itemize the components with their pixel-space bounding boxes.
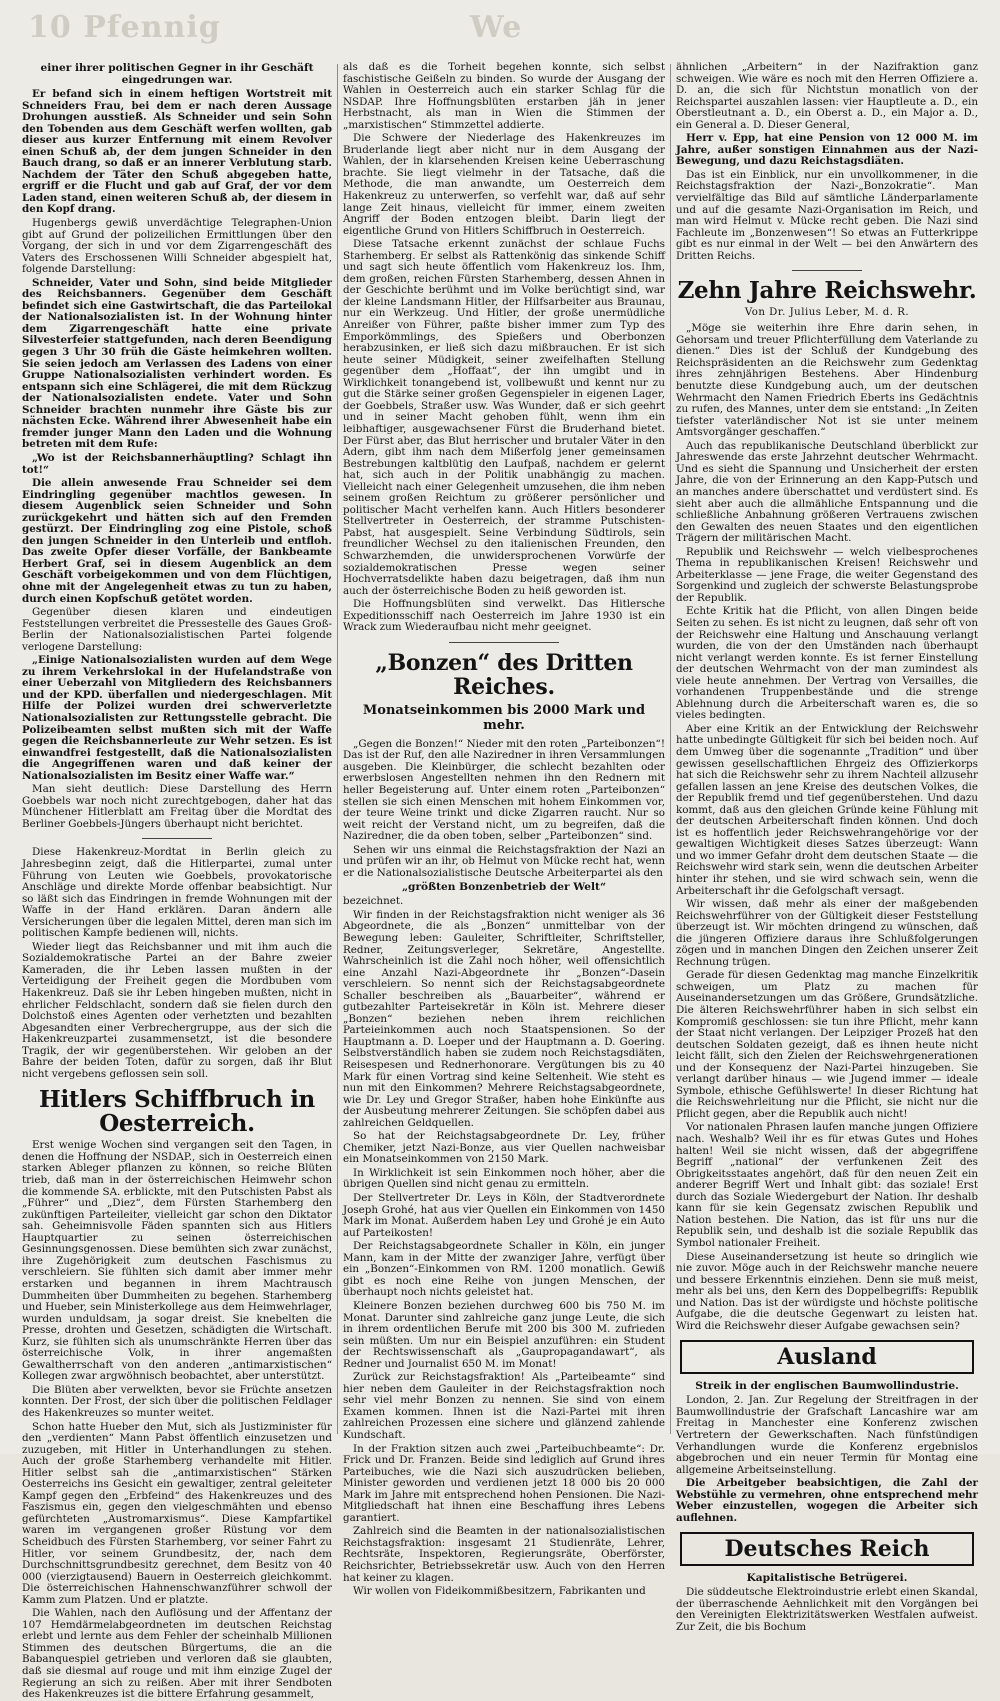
paragraph: Gegenüber diesen klaren und eindeutigen Feststellungen verbreitet die Pressestelle des Gaues Groß-Berlin der Nationalsozialistischen Partei folgende verlogene Darstellung: [22, 606, 332, 653]
paragraph: Das ist ein Einblick, nur ein unvollkommener, in die Reichstagsfraktion der Nazi-„Bonzokratie“. Man vervielfältige das Bild auf sämtliche Länderparlamente und auf die gesamte Nazi-Organisation im Reich, und man wird Helmut v. Mücke recht geben. Die Nazi sind Fachleute im „Bonzenwesen“! So etwas an Futterkrippe gibt es nur einmal in der Welt — bei den Anwärtern des Dritten Reichs. [676, 168, 978, 262]
paragraph: Herr v. Epp, hat eine Pension von 12 000 M. im Jahre, außer sonstigen Einnahmen aus der Nazi-Bewegung, und dazu Reichstagsdiäten. [676, 132, 978, 168]
paragraph: Schneider, Vater und Sohn, sind beide Mitglieder des Reichsbanners. Gegenüber dem Geschäft befindet sich eine Gastwirtschaft, die das Parteilokal der Nationalsozialisten ist. In der Wohnung hinter dem Zigarrengeschäft hatte eine private Silvesterfeier stattgefunden, nach deren Beendigung gegen 3 Uhr 30 früh die Gäste heimkehren wollten. Sie seien jedoch am Verlassen des Ladens von einer Gruppe Nationalsozialisten verhindert worden. Es entspann sich eine Schlägerei, die mit dem Rückzug der Nationalsozialisten endete. Vater und Sohn Schneider brachten nunmehr ihre Gäste bis zur nächsten Ecke. Während ihrer Abwesenheit habe ein fremder junger Mann den Laden und die Wohnung betreten mit dem Rufe: [22, 276, 332, 451]
paragraph: Die Blüten aber verwelkten, bevor sie Früchte ansetzen konnten. Der Frost, der sich über die politischen Feldlager des Hakenkreuzes so munter weitet. [22, 1383, 332, 1419]
paragraph: Die Hoffnungsblüten sind verwelkt. Das Hitlersche Expeditionsschiff nach Oesterreich im Jahre 1930 ist ein Wrack zum Wiederaufbau nicht mehr geeignet. [343, 598, 665, 634]
paragraph: Diese Tatsache erkennt zunächst der schlaue Fuchs Starhemberg. Er selbst als Rattenkönig das sinkende Schiff und sagt sich heute öffentlich vom Hakenkreuz los. Ihm, dem großen, reichen Fürsten Starhemberg, dessen Ahnen in der Geschichte berühmt und im Volke berüchtigt sind, war der kleine Landsmann Hitler, der Hilfsarbeiter aus Braunau, nur ein Werkzeug. Und Hitler, der große unermüdliche Anreißer von Führer, paßte bisher immer zum Typ des Emporkömmlings, des Spießers und Oberbonzen herabzusinken, er ließ sich dazu mißbrauchen. Er ist sich heute seiner Müdigkeit, seiner zweifelhaften Stellung gegenüber dem „Hoffaat“, der ihn umgibt und in Wirklichkeit tonangebend ist, vollbewußt und kennt nur zu gut die Stärke seiner großen Gegenspieler in eigenen Lager, der Goebbels, Straßer usw. Was Wunder, daß er sich geehrt und in seiner Macht gehoben fühlt, wenn ihm ein leibhaftiger, ausgewachsener Fürst die Bruderhand bietet. Der Fürst aber, das Blut herrischer und brutaler Väter in den Adern, gibt ihm nach dem Mißerfolg jener gemeinsamen Bestrebungen kaltblütig den Laufpaß, nachdem er gelernt hat, sich auch in der Politik unabhängig zu machen. Vielleicht nach einer Gelegenheit umzusehen, die ihm neben seinem großen Reichtum zu größerer persönlicher und politischer Macht verhelfen kann. Auch Hitlers besonderer Stellvertreter in Oesterreich, der stramme Putschisten-Pabst, hat ausgespielt. Seine Verbindung Südtirols, sein freundlicher Wechsel zu den italienischen Freunden, den Schwarzhemden, die unwidersprochenen Vorwürfe der sozialdemokratischen Presse wegen seiner Hochverratsdelikte haben dazu beigetragen, daß ihm nun auch der österreichische Boden zu heiß geworden ist. [343, 238, 665, 597]
paragraph: Wir wissen, daß mehr als einer der maßgebenden Reichswehrführer von der Gültigkeit dieser Feststellung überzeugt ist. Wir möchten dringend zu wünschen, daß die jüngeren Offiziere daraus ihre Schlußfolgerungen zögen und in manchen Dingen den Zeichen unserer Zeit Rechnung trügen. [676, 898, 978, 968]
section-box-deutsches-reich: Deutsches Reich [680, 1532, 974, 1566]
paragraph: Zurück zur Reichstagsfraktion! Als „Parteibeamte“ sind hier neben dem Gauleiter in der Reichstagsfraktion noch sehr viel mehr Bonzen zu nennen. Sie sind von einem Examen kommen. Ihnen ist die Nazi-Partei mit ihren zahlreichen Prozessen eine sichere und glänzend zahlende Kundschaft. [343, 1371, 665, 1441]
paragraph: Hugenbergs gewiß unverdächtige Telegraphen-Union gibt auf Grund der polizeilichen Ermittlungen über den Vorgang, der sich in und vor dem Zigarrengeschäft des Vaters des Erschossenen Willi Schneider abgespielt hat, folgende Darstellung: [22, 217, 332, 276]
paragraph: Die Schwere der Niederlage des Hakenkreuzes im Bruderlande liegt aber nicht nur in dem Ausgang der Wahlen, der in klarsehenden Kreisen keine Ueberraschung brachte. Sie liegt vielmehr in der Tatsache, daß die Methode, die man anwandte, um Oesterreich dem Hakenkreuz zu unterwerfen, so verfehlt war, daß auf sehr lange Zeit hinaus, vielleicht für immer, einem zweiten Angriff der Boden entzogen bleibt. Darin liegt der eigentliche Grund von Hitlers Schiffbruch in Oesterreich. [343, 132, 665, 237]
quote-line: „Wo ist der Reichsbannerhäuptling? Schlagt ihn tot!“ [22, 451, 332, 476]
paragraph: Der Reichstagsabgeordnete Schaller in Köln, ein junger Mann, kam in der Mitte der zwanziger Jahre, verfügt über ein „Bonzen“-Einkommen von RM. 1200 monatlich. Gewiß gibt es noch eine Reihe von jungen Menschen, der überhaupt noch nichts geleistet hat. [343, 1240, 665, 1299]
paragraph: Die Wahlen, nach den Auflösung und der Affentanz der 107 Hemdärmelabgeordneten im deutschen Reichstag erlebt und lernte aus dem Fehler der scheinhalb Millionen Stimmen des deutschen Bürgertums, die an die Babanquespiel getrieben und verloren daß sie glaubten, daß sie diesmal auf rouge und mit ihm einzige Zugel der Regierung an sich zu reißen. Aber mit ihrer Sendboten des Hakenkreuzes ist die bittere Erfahrung gesammelt, [22, 1607, 332, 1701]
paragraph: Vor nationalen Phrasen laufen manche jungen Offiziere nach. Weshalb? Weil ihr es für etwas Gutes und Hohes halten! Weil sie nicht wissen, daß der abgegriffene Begriff „national“ der verfunkenen Zeit des Obrigkeitsstaates angehört, daß für den neuen Zeit ein anderer Begriff Wert und Inhalt gibt: das soziale! Erst durch das Soziale Wiedergeburt der Nation. Ihr deshalb kann für sie kein Gegensatz zwischen Republik und Nation bestehen. Die Nation, das ist für uns nur die Republik sein, und deshalb ist die soziale Republik das Symbol nationaler Freiheit. [676, 1121, 978, 1249]
paragraph: Diese Auseinandersetzung ist heute so dringlich wie nie zuvor. Möge auch in der Reichswehr manche neuere und bessere Erkenntnis einziehen. Denn sie muß meist, mehr als bei uns, den Kern des Doppelbegriffs: Republik und Nation. Das ist der würdigste und höchste politische Aufgabe, die die deutsche Gegenwart zu leisten hat. Wird die Reichswehr dieser Aufgabe gewachsen sein? [676, 1250, 978, 1332]
separator [449, 642, 559, 643]
paragraph: Republik und Reichswehr — welch vielbesprochenes Thema in republikanischen Kreisen! Reichswehr und Arbeiterklasse — jene Frage, die weiter Gegenstand des Sorgenkind und zugleich der schwerste Belastungsprobe der Republik. [676, 545, 978, 604]
paragraph: Diese Hakenkreuz-Mordtat in Berlin gleich zu Jahresbeginn zeigt, daß die Hitlerpartei, zumal unter Führung von Leuten wie Goebbels, provokatorische Anschläge und direkte Morde offenbar beabsichtigt. Nur so läßt sich das Eindringen in fremde Wohnungen mit der Waffe in der Hand erklären. Daran ändern alle Versicherungen über die legalen Mittel, deren man sich im politischen Kampfe bedienen will, nichts. [22, 846, 332, 940]
byline: Von Dr. Julius Leber, M. d. R. [744, 307, 910, 319]
paragraph: Schon hatte Hueber den Mut, sich als Justizminister für den „verdienten“ Mann Pabst öffentlich einzusetzen und zuzugeben, mit Hitler in Unterhandlungen zu stehen. Auch der große Starhemberg verhandelte mit Hitler. Hitler selbst sah die „antimarxistischen“ Stärken Oesterreichs ins Gesicht ein gewaltiger, zentral geleiteter Kampf gegen den „Erbfeind“ des Hakenkreuzes und des Faszismus ein, gegen den vielgeschmähten und ebenso gefürchteten „Austromarxismus“. Diese Kampfartikel waren im vergangenen großer Rüstung vor dem Scheidbuch des Fürsten Starhemberg, vor seiner Fahrt zu Hitler, vor seinem Grundbesitz, der, nach dem Durchschnittsgrundbesitz gerechnet, dem Besitz von 40 000 (vierzigtausend) Bauern in Oesterreich gleichkommt. Die österreichischen Hahnenschwanzführer schwoll der Kamm zum Platzen. Und er platzte. [22, 1420, 332, 1606]
paragraph: Gerade für diesen Gedenktag mag manche Einzelkritik schweigen, um Platz zu machen für Auseinandersetzungen um das Größere, Grundsätzliche. Die älteren Reichswehrführer haben in sich selbst ein Kompromiß geschlossen: sie tun ihre Pflicht, mehr kann der Staat nicht verlangen. Der Leipziger Prozeß hat den deutschen Soldaten gezeigt, daß es ihnen heute nicht leicht fällt, sich den Zielen der Reichswehrgenerationen und der Konsequenz der Nazi-Partei hinzugeben. Sie verlangt darüber hinaus — wie Jugend immer — ideale Symbole, ethische Gefühlswerte! In dieser Richtung hat die Reichswehrleitung nur die Pflicht, sie nicht nur die Pflicht gegen, aber die Republik auch nicht! [676, 969, 978, 1120]
paragraph: „Einige Nationalsozialisten wurden auf dem Wege zu ihrem Verkehrslokal in der Hufelandstraße von einer Ueberzahl von Mitgliedern des Reichsbanners und der KPD. überfallen und niedergeschlagen. Mit Hilfe der Polizei wurden drei schwerverletzte Nationalsozialisten zur Rettungsstelle gebracht. Die Polizeibeamten selbst mußten sich mit der Waffe gegen die Reichsbannerleute zur Wehr setzen. Es ist einwandfrei festgestellt, daß die Nationalsozialisten die Angegriffenen waren und daß keiner der Nationalsozialisten im Besitz einer Waffe war.“ [22, 654, 332, 782]
headline-hitlers-schiffbruch: Hitlers Schiffbruch in Oesterreich. [39, 1086, 315, 1138]
headline-zehn-jahre-reichswehr: Zehn Jahre Reichswehr. [677, 277, 977, 305]
paragraph: Der Stellvertreter Dr. Leys in Köln, der Stadtverordnete Joseph Grohé, hat aus vier Quellen ein Einkommen von 1450 Mark im Monat. Außerdem haben Ley und Grohé je ein Auto auf Parteikosten! [343, 1192, 665, 1239]
paragraph: Man sieht deutlich: Diese Darstellung des Herrn Goebbels war noch nicht zurechtgebogen, daher hat das Münchener Hitlerblatt am Freitag über die Mordtat des Berliner Goebbels-Jüngers überhaupt nicht berichtet. [22, 783, 332, 830]
paragraph: Kleinere Bonzen beziehen durchweg 600 bis 750 M. im Monat. Darunter sind zahlreiche ganz junge Leute, die sich in ihrem ordentlichen Berufe mit 200 bis 300 M. zufrieden sein müßten. Um nur ein Beispiel anzuführen: ein Student der Rechtswissenschaft als „Gaupropagandawart“, als Redner und Journalist 650 M. im Monat! [343, 1299, 665, 1370]
subheadline-monatseinkommen: Monatseinkommen bis 2000 Mark und mehr. [362, 702, 646, 733]
column-3 [676, 61, 978, 1633]
paragraph: Die süddeutsche Elektroindustrie erlebt einen Skandal, der überraschende Aehnlichkeit mit den Vorgängen bei den Vereinigten Elektrizitätswerken Westfalen aufweist. Zur Zeit, die bis Bochum [676, 1586, 978, 1633]
paragraph: Wir finden in der Reichstagsfraktion nicht weniger als 36 Abgeordnete, die als „Bonzen“ unmittelbar von der Bewegung leben: Gauleiter, Schriftleiter, Schriftsteller, Redner, Zeitungsverleger, Sekretäre, Angestellte. Wahrscheinlich ist die Zahl noch höher, weil offensichtlich eine Anzahl Nazi-Abgeordnete ihr „Bonzen“-Dasein verschleiern. So nennt sich der Reichstagsabgeordnete Schaller beschreiben als „Bauarbeiter“, während er gutbezahlter Parteisekretär in Köln ist. Mehrere dieser „Bonzen“ beziehen neben ihrem reichlichen Parteieinkommen auch noch Staatspensionen. So der Hauptmann a. D. Loeper und der Hauptmann a. D. Goering. Selbstverständlich haben sie zudem noch Reichstagsdiäten, Reisespesen und Rednerhonorare. Vergütungen bis zu 40 Mark für einen Vortrag sind keine Seltenheit. Wie steht es nun mit den Einkommen? Mehrere Reichstagsabgeordnete, wie Dr. Ley und Gregor Straßer, haben hohe Einkünfte aus der Ausbeutung mehrerer Zeitungen. Sie schöpfen dabei aus zahlreichen Geldquellen. [343, 908, 665, 1129]
paragraph: In der Fraktion sitzen auch zwei „Parteibuchbeamte“: Dr. Frick und Dr. Franzen. Beide sind lediglich auf Grund ihres Parteibuches, wie die Nazi sich auszudrücken belieben, Minister geworden und verdienen jetzt 18 000 bis 20 000 Mark im Jahre mit entsprechend hohen Pensionen. Die Nazi-Mitgliedschaft hat ihnen eine Beschaffung ihres Lebens garantiert. [343, 1442, 665, 1524]
separator [142, 838, 212, 839]
paragraph: Die Arbeitgeber beabsichtigen, die Zahl der Webstühle zu vermehren, ohne entsprechend mehr Weber einzustellen, wogegen die Arbeiter sich auflehnen. [676, 1477, 978, 1524]
column-2 [343, 61, 665, 1598]
paragraph: Echte Kritik hat die Pflicht, von allen Dingen beide Seiten zu sehen. Es ist nicht zu leugnen, daß sehr oft von der Reichswehr eine Haltung und Anschauung verlangt wurden, die von der den Umständen nach überhaupt nicht verlangt werden konnte. Es ist ferner Einstellung der deutschen Wehrmacht von der man zumindest als viele heute annehmen. Der Vertrag von Versailles, die vorhandenen Truppenbestände und die strenge Ablehnung durch die Arbeiterschaft waren es, die so vieles bedingten. [676, 605, 978, 722]
separator [792, 270, 862, 271]
headline-kapitalistische-betruegerei: Kapitalistische Betrügerei. [746, 1572, 908, 1585]
lead-subheading: einer ihrer politischen Gegner in ihr Geschäft eingedrungen war. [40, 62, 314, 86]
centered-quote: „größten Bonzenbetrieb der Welt“ [401, 881, 607, 894]
paragraph: „Möge sie weiterhin ihre Ehre darin sehen, in Gehorsam und treuer Pflichterfüllung dem Vaterlande zu dienen.“ Dies ist der Schluß der Kundgebung des Reichspräsidenten an die Reichswehr zum Gedenktag ihres zehnjährigen Bestehens. Aber Hindenburg benutzte diese Kundgebung auch, um der deutschen Wehrmacht den Namen Friedrich Eberts ins Gedächtnis zu rufen, des Mannes, unter dem sie entstand: „In Zeiten tiefster vaterländischer Not ist sie unter meinem Amtsvorgänger geschaffen.“ [676, 322, 978, 439]
paragraph: Er befand sich in einem heftigen Wortstreit mit Schneiders Frau, bei dem er nach deren Aussage Drohungen ausstieß. Als Schneider und sein Sohn den Tobenden aus dem Geschäft werfen wollten, gab dieser aus kurzer Entfernung mit einem Revolver einen Schuß ab, der dem jungen Schneider in den Bauch drang, so daß er an innerer Verblutung starb. Nachdem der Täter den Schuß abgegeben hatte, ergriff er die Flucht und gab auf Graf, der vor dem Laden stand, einen weiteren Schuß ab, der diesem in den Kopf drang. [22, 88, 332, 216]
paragraph: Sehen wir uns einmal die Reichstagsfraktion der Nazi an und prüfen wir an ihr, ob Helmut von Mücke recht hat, wenn er die Nationalsozialistische Deutsche Arbeiterpartei als den [343, 843, 665, 879]
paragraph: Erst wenige Wochen sind vergangen seit den Tagen, in denen die Hoffnung der NSDAP., sich in Oesterreich einen starken Ableger pflanzen zu können, so reiche Blüten trieb, daß man in der österreichischen Heimwehr schon die kommende SA. erblickte, mit den Putschisten Pabst als „Führer“ und „Diez“, dem Fürsten Starhemberg den zukünftigen Parteileiter, vielleicht gar schon den Diktator sah. Geheimnisvolle Fäden spannten sich aus Hitlers Hauptquartier zu seinen österreichischen Gesinnungsgenossen. Diese bemühten sich zwar zunächst, ihre Zugehörigkeit zum deutschen Faschismus zu verschleiern. Sie fühlten sich damit aber immer mehr erstarken und begannen in ihrem Machtrausch Dummheiten über Dummheiten zu begehen. Starhemberg und Hueber, sein Ministerkollege aus dem Heimwehrlager, wurden unduldsam, ja sogar dreist. Sie knebelten die Presse, drohten und Gesetzen, schädigten die Wirtschaft. Kurz, sie fühlten sich als unumschränkte Herren über das österreichische Volk, in ihrer angemaßten Gewaltherrschaft von den anderen „antimarxistischen“ Kollegen zwar argwöhnisch beobachtet, aber unterstützt. [22, 1139, 332, 1383]
column-rule-2 [670, 64, 671, 1434]
paragraph: So hat der Reichstagsabgeordnete Dr. Ley, früher Chemiker, jetzt Nazi-Bonze, aus vier Quellen nachweisbar ein Monatseinkommen von 2150 Mark. [343, 1130, 665, 1166]
section-box-ausland: Ausland [680, 1340, 974, 1374]
paragraph: „Gegen die Bonzen!“ Nieder mit den roten „Parteibonzen“! Das ist der Ruf, den alle Naziredner in ihren Versammlungen ausgeben. Die Kleinbürger, die schlecht bezahlten oder erwerbslosen Angestellten nehmen ihn den Rednern mit heller Begeisterung auf. Unter einem roten „Parteibonzen“ stellen sie sich einen Menschen mit hohem Einkommen vor, der teure Weine trinkt und dicke Zigarren raucht. Nur so weit reicht der Verstand nicht, um zu begreifen, daß die Naziredner, die da oben toben, selber „Parteibonzen“ sind. [343, 737, 665, 843]
paragraph: Auch das republikanische Deutschland überblickt zur Jahreswende das erste Jahrzehnt deutscher Wehrmacht. Und es sieht die Spannung und Unsicherheit der ersten Jahre, die von der Erinnerung an den Kapp-Putsch und an manches andere überschattet und verdüstert sind. Es sieht aber auch die allmähliche Entspannung und die schließliche Anbahnung größeren Vertrauens zwischen den Gewalten des neuen Staates und den eigentlichen Trägern der militärischen Macht. [676, 439, 978, 545]
paragraph: ähnlichen „Arbeitern“ in der Nazifraktion ganz schweigen. Wie wäre es noch mit den Herren Offiziere a. D. an, die sich für Nichtstun monatlich von der Reichspartei auszahlen lassen: vier Hauptleute a. D., ein Oberstleutnant a. D., ein Oberst a. D., ein Major a. D., ein General a. D. Dieser General, [676, 61, 978, 131]
column-1 [22, 62, 332, 1701]
paragraph: Wir wollen von Fideikommißbesitzern, Fabrikanten und [353, 1585, 646, 1598]
headline-bonzen: „Bonzen“ des Dritten Reiches. [375, 649, 633, 700]
column-rule-1 [337, 64, 338, 1434]
paragraph: Die allein anwesende Frau Schneider sei dem Eindringling gegenüber machtlos gewesen. In diesem Augenblick seien Schneider und Sohn zurückgekehrt und hätten sich auf den Fremden gestürzt. Der Eindringling zog eine Pistole, schoß den jungen Schneider in den Unterleib und entfloh. Das zweite Opfer dieser Vorfälle, der Bankbeamte Herbert Graf, sei in diesem Augenblick an dem Geschäft vorbeigekommen und von dem Flüchtigen, ohne mit der Angelegenheit etwas zu tun zu haben, durch einen Kopfschuß getötet worden. [22, 477, 332, 605]
paragraph: In Wirklichkeit ist sein Einkommen noch höher, aber die übrigen Quellen sind nicht genau zu ermitteln. [343, 1166, 665, 1191]
masthead-remnant [0, 0, 1000, 58]
paragraph: Zahlreich sind die Beamten in der nationalsozialistischen Reichstagsfraktion: insgesamt 21 Studienräte, Lehrer, Rechtsräte, Inspektoren, Regierungsräte, Oberförster, Reichsrichter, Betriebssekretär usw. Auch von den Herren hat keiner zu klagen. [343, 1525, 665, 1584]
paragraph: Aber eine Kritik an der Entwicklung der Reichswehr hatte unbedingte Gültigkeit für sich bei beiden noch. Auf dem Umweg über die sogenannte „Tradition“ und über gewissen gesellschaftlichen Ehrgeiz des Offizierkorps hat sich die Reichswehr sehr zu ihrem Nachteil allzusehr gefallen lassen an jene Kreise des deutschen Volkes, die der Republik fremd und tief gegenüberstehen. Und dazu kommt, daß aus den gleichen Gründe keine Fühlung mit der deutschen Arbeiterschaft finden können. Und doch ist es hoffentlich jeder Reichswehrangehörige vor der gewaltigen Wichtigkeit dieses Satzes überzeugt: Wann und wo immer Gefahr droht dem deutschen Staate — die Reichswehr wird stark sein, wenn die deutschen Arbeiter hinter ihr stehen, und sie wird schwach sein, wenn die Arbeiterschaft ihr die Gefolgschaft versagt. [676, 722, 978, 897]
paragraph: Wieder liegt das Reichsbanner und mit ihm auch die Sozialdemokratische Partei an der Bahre zweier Kameraden, die ihr Leben lassen mußten in der Verteidigung der Freiheit gegen die Mordbuben vom Hakenkreuz. Daß sie ihr Leben hingeben mußten, nicht in ehrlicher Feldschlacht, sondern daß sie fielen durch den Dolchstoß eines Agenten oder verhetzten und bezahlten Abgesandten einer Verbrechergruppe, aus der sich die Hakenkreuzpartei zusammensetzt, ist die besondere Tragik, der wir gegenüberstehen. Wir geloben an der Bahre der beiden Toten, dafür zu sorgen, daß ihr Blut nicht vergebens geflossen sein soll. [22, 940, 332, 1080]
paragraph: London, 2. Jan. Zur Regelung der Streitfragen in der Baumwollindustrie der Grafschaft Lancashire war am Freitag in Manchester eine Konferenz zwischen Vertretern der Gewerkschaften. Nach fünfstündigen Verhandlungen wurde die Konferenz ergebnislos abgebrochen und ein neuer Termin für Montag eine allgemeine Arbeitseinstellung. [676, 1394, 978, 1476]
paragraph: bezeichnet. [343, 895, 404, 908]
masthead-left-fragment: 10 Pfennig [28, 10, 221, 45]
paragraph: als daß es die Torheit begehen konnte, sich selbst faschistische Geißeln zu binden. So wurde der Ausgang der Wahlen in Oesterreich auch ein starker Schlag für die NSDAP. Ihre Hoffnungsblüten erstarben jäh in jener Herbstnacht, als man in Wien die Stimmen der „marxistischen“ Stimmzettel addierte. [343, 61, 665, 131]
masthead-center-fragment: We [470, 10, 523, 45]
headline-streik: Streik in der englischen Baumwollindustrie. [695, 1380, 959, 1393]
